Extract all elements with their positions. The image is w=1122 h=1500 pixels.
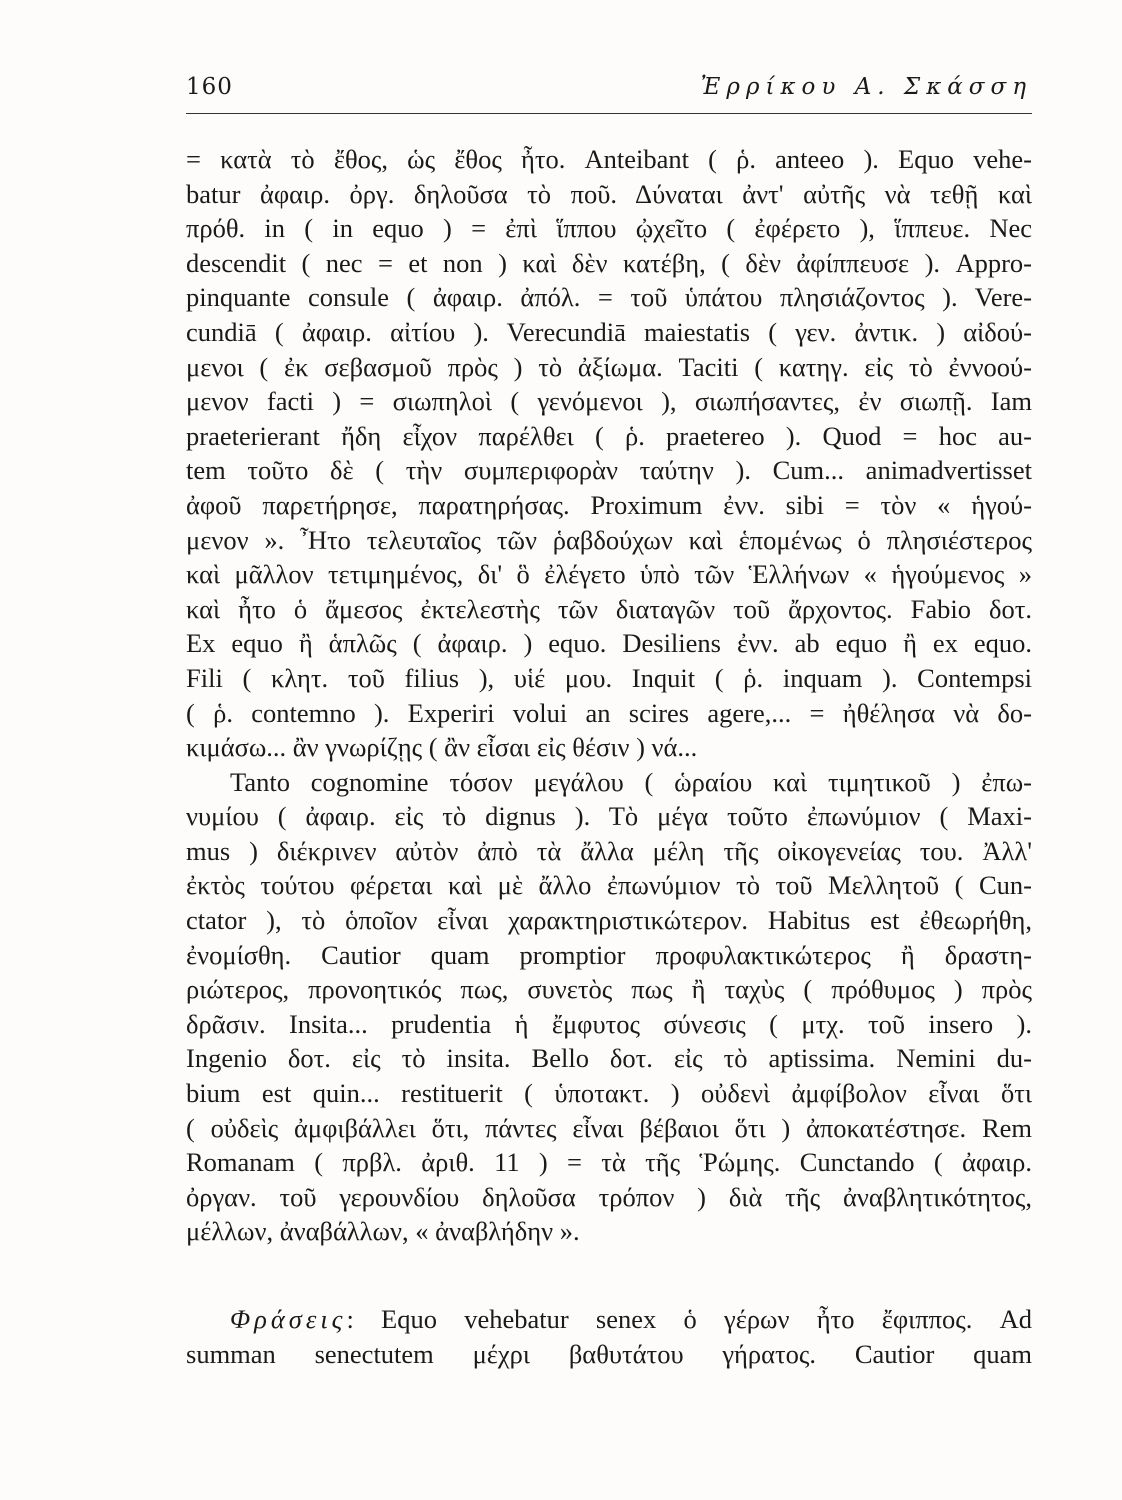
- section-gap: [186, 1249, 1032, 1302]
- paragraph-1: [186, 142, 1032, 765]
- text-line: μενον ». Ἦτο τελευταῖος τῶν ῥαβδούχων καὶ ἑπομένως ὁ πλησιέστερος: [186, 524, 1032, 555]
- text-line: descendit ( nec = et non ) καὶ δὲν κατέβη, ( δὲν ἀφίππευσε ). Appro-: [186, 247, 1032, 278]
- text-line: = κατὰ τὸ ἔθος, ὡς ἔθος ἦτο. Anteibant ( ῥ. anteeo ). Equo vehe-: [186, 144, 1032, 174]
- text-line: mus ) διέκρινεν αὐτὸν ἀπὸ τὰ ἄλλα μέλη τῆς οἰκογενείας του. Ἀλλ': [186, 835, 1032, 866]
- running-head: Ἐρρίκου Α. Σκάσση: [700, 74, 1032, 100]
- page-header: [186, 74, 1032, 114]
- page-number: 160: [186, 74, 233, 100]
- text-line: μέλλων, ἀναβάλλων, « ἀναβλήδην ».: [186, 1216, 580, 1247]
- text-line: Ingenio δοτ. εἰς τὸ insita. Bello δοτ. εἰς τὸ aptissima. Nemini du-: [186, 1043, 1032, 1074]
- text-line: tem τοῦτο δὲ ( τὴν συμπεριφορὰν ταύτην ). Cum... animadvertisset: [186, 455, 1032, 486]
- text-line: cundiā ( ἀφαιρ. αἰτίου ). Verecundiā maiestatis ( γεν. ἀντικ. ) αἰδού-: [186, 316, 1032, 347]
- text-line: καὶ μᾶλλον τετιμημένος, δι' ὃ ἐλέγετο ὑπὸ τῶν Ἑλλήνων « ἡγούμενος »: [186, 559, 1032, 590]
- text-line: ἐνομίσθη. Cautior quam promptior προφυλακτικώτερος ἢ δραστη-: [186, 939, 1032, 970]
- text-line: ὀργαν. τοῦ γερουνδίου δηλοῦσα τρόπον ) διὰ τῆς ἀναβλητικότητος,: [186, 1181, 1032, 1212]
- text-line: μενοι ( ἐκ σεβασμοῦ πρὸς ) τὸ ἀξίωμα. Taciti ( κατηγ. εἰς τὸ ἐννοού-: [186, 351, 1032, 382]
- text-line: ( οὐδεὶς ἀμφιβάλλει ὅτι, πάντες εἶναι βέβαιοι ὅτι ) ἀποκατέστησε. Rem: [186, 1112, 1032, 1143]
- text-line: καὶ ἦτο ὁ ἄμεσος ἐκτελεστὴς τῶν διαταγῶν τοῦ ἄρχοντος. Fabio δοτ.: [186, 593, 1032, 624]
- text-line: νυμίου ( ἀφαιρ. εἰς τὸ dignus ). Τὸ μέγα τοῦτο ἐπωνύμιον ( Maxi-: [186, 801, 1032, 832]
- header-rule: [186, 113, 1032, 114]
- phrases-line-1: : Equo vehebatur senex ὁ γέρων ἦτο ἔφιππος. Ad: [346, 1304, 1032, 1334]
- text-line: ἐκτὸς τούτου φέρεται καὶ μὲ ἄλλο ἐπωνύμιον τὸ τοῦ Μελλητοῦ ( Cun-: [186, 870, 1032, 901]
- text-line: praeterierant ἤδη εἶχον παρέλθει ( ῥ. praetereo ). Quod = hoc au-: [186, 420, 1032, 451]
- text-line: ριώτερος, προνοητικός πως, συνετὸς πως ἢ ταχὺς ( πρόθυμος ) πρὸς: [186, 974, 1032, 1005]
- phrases-label: Φράσεις: [230, 1304, 347, 1334]
- text-line: Romanam ( πρβλ. ἀριθ. 11 ) = τὰ τῆς Ῥώμης. Cunctando ( ἀφαιρ.: [186, 1147, 1032, 1178]
- text-line: μενον facti ) = σιωπηλοὶ ( γενόμενοι ), σιωπήσαντες, ἐν σιωπῇ. Iam: [186, 386, 1032, 417]
- text-line: summan senectutem μέχρι βαθυτάτου γήρατος. Cautior quam: [186, 1338, 1032, 1369]
- text-line: πρόθ. in ( in equo ) = ἐπὶ ἵππου ᾠχεῖτο ( ἐφέρετο ), ἵππευε. Nec: [186, 213, 1032, 244]
- text-line: ( ῥ. contemno ). Experiri volui an scires agere,... = ἠθέλησα νὰ δο-: [186, 697, 1032, 728]
- text-line: ἀφοῦ παρετήρησε, παρατηρήσας. Proximum ἐνν. sibi = τὸν « ἡγού-: [186, 489, 1032, 520]
- text-line: ctator ), τὸ ὁποῖον εἶναι χαρακτηριστικώτερον. Habitus est ἐθεωρήθη,: [186, 905, 1032, 936]
- text-line: bium est quin... restituerit ( ὑποτακτ. ) οὐδενὶ ἀμφίβολον εἶναι ὅτι: [186, 1078, 1032, 1109]
- paragraph-2: [186, 765, 1032, 1249]
- text-line: pinquante consule ( ἀφαιρ. ἀπόλ. = τοῦ ὑπάτου πλησιάζοντος ). Vere-: [186, 282, 1032, 313]
- body-text: [186, 142, 1032, 1371]
- text-line: Ex equo ἢ ἁπλῶς ( ἀφαιρ. ) equo. Desiliens ἐνν. ab equo ἢ ex equo.: [186, 628, 1032, 659]
- text-line: κιμάσω... ἂν γνωρίζῃς ( ἂν εἶσαι εἰς θέσιν ) νά...: [186, 732, 698, 763]
- text-line: Fili ( κλητ. τοῦ filius ), υἱέ μου. Inquit ( ῥ. inquam ). Contempsi: [186, 662, 1032, 693]
- text-line: [186, 1302, 1032, 1337]
- text-line: Tanto cognomine τόσον μεγάλου ( ὡραίου καὶ τιμητικοῦ ) ἐπω-: [230, 766, 1032, 797]
- text-line: batur ἀφαιρ. ὀργ. δηλοῦσα τὸ ποῦ. Δύναται ἀντ' αὐτῆς νὰ τεθῇ καὶ: [186, 178, 1032, 209]
- text-line: δρᾶσιν. Insita... prudentia ἡ ἔμφυτος σύνεσις ( μτχ. τοῦ insero ).: [186, 1008, 1032, 1039]
- phrases-paragraph: [186, 1302, 1032, 1371]
